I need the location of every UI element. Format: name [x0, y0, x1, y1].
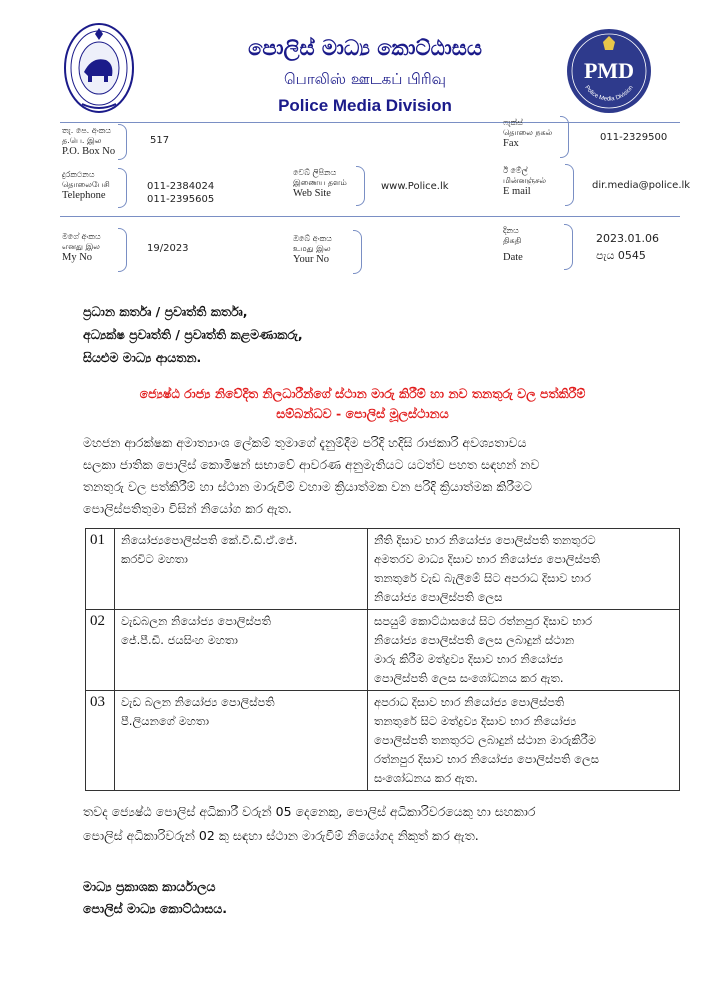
- row-number: 03: [86, 691, 115, 791]
- row-number: 01: [86, 529, 115, 610]
- police-emblem-logo: [62, 20, 136, 116]
- email-value: dir.media@police.lk: [592, 180, 691, 191]
- pobox-label: තැ. පෙ. අංකය த.பெ. இல P.O. Box No: [62, 126, 116, 157]
- officer-name: වැඩබලන නියෝජ්‍ය පොලිස්පති ජේ.පී.ඩී. ජයසිංහ මහතා: [115, 610, 368, 691]
- date-brace: [564, 224, 573, 270]
- subject-line: ජ්‍යෙෂ්ඨ රාජ්‍ය නිවේදිත නිලධාරීන්ගේ ස්ථාන මාරු කිරීම් හා නව තනතුරු වල පත්කිරීම්: [139, 386, 586, 401]
- pmd-logo-ring-text: Police Media Division: [583, 84, 635, 103]
- yourno-label: ඔබේ අංකය உமது இல Your No: [293, 234, 332, 265]
- officer-name: නියෝජ්‍යපොලිස්පති කේ.වී.ඩී.ඒ.ජේ. කරවිට මහතා: [115, 529, 368, 610]
- website-value: www.Police.lk: [381, 181, 449, 192]
- row-number: 02: [86, 610, 115, 691]
- officer-name: වැඩ බලන නියෝජ්‍ය පොලිස්පති පී.ලියනගේ මහතා: [115, 691, 368, 791]
- signature-line: මාධ්‍ය ප්‍රකාශක කාර්යාලය: [83, 879, 216, 894]
- recipients: [83, 300, 643, 369]
- title-english: Police Media Division: [278, 96, 452, 115]
- intro-paragraph: මහජන ආරක්ෂක අමාත්‍යාංශ ලේකම් තුමාගේ දැනුම්දීම පරිදි හදිසි රාජකාරි අවශ්‍යතාවය සලකා ජාතික පොලිස් කොමිෂන් සභාවේ ආවරණ අනුමැතියට යටත්ව පහත සඳහන් නව තනතුරු වල පත්කිරීම් හා ස්ථාන මාරුවීම් වහාම ක්‍රියාත්මක වන පරිදි ක්‍රියාත්මක කිරීමට පොලිස්පතිතුමා විසින් නියෝග කර ඇත.: [83, 435, 540, 516]
- time-value: පැය 0545: [596, 249, 646, 262]
- subject: [75, 384, 650, 424]
- pobox-brace: [118, 124, 127, 160]
- myno-value: 19/2023: [147, 243, 189, 254]
- telephone-value-2: 011-2395605: [147, 194, 215, 205]
- transfer-detail: සපයුම් කොට්ඨාසයේ සිට රත්නපුර දිසාව භාර නියෝජ්‍ය පොලිස්පති ලෙස ලබාදුන් ස්ථාන මාරු කිරීම මත්ද්‍රව්‍ය දිසාව භාර නියෝජ්‍ය පොලිස්පති ලෙස සංශෝධනය කර ඇත.: [368, 610, 680, 691]
- table-row: [86, 691, 680, 791]
- pmd-logo-text: PMD: [583, 58, 635, 83]
- telephone-brace: [118, 168, 127, 208]
- closing-paragraph: තවද ජ්‍යෙෂ්ඨ පොලිස් අධිකාරී වරුන් 05 දෙනෙකු, පොලිස් අධිකාරිවරයෙකු හා සහකාර පොලිස් අධිකාරිවරුන් 02 කු සඳහා ස්ථාන මාරුවීම් නියෝගද නිකුත් කර ඇත.: [83, 804, 536, 843]
- pobox-value: 517: [150, 135, 170, 146]
- signature-line: පොලිස් මාධ්‍ය කොට්ඨාසය.: [83, 901, 227, 916]
- telephone-value-1: 011-2384024: [147, 181, 215, 192]
- transfer-detail: අපරාධ දිසාව භාර නියෝජ්‍ය පොලිස්පති තනතුරේ සිට මත්ද්‍රව්‍ය දිසාව භාර නියෝජ්‍ය පොලිස්පති තනතුරට ලබාදුන් ස්ථාන මාරුකිරීම රත්නපුර දිසාව භාර නියෝජ්‍ය පොලිස්පති ලෙස සංශෝධනය කර ඇත.: [368, 691, 680, 791]
- table-row: [86, 529, 680, 610]
- date-label: දිනය திகதி Date: [503, 226, 523, 263]
- recipient-line: අධ්‍යක්ෂ ප්‍රවෘත්ති / ප්‍රවෘත්ති කළමණාකරු,: [83, 327, 303, 342]
- subject-line: සම්බන්ධව - පොලිස් මූලස්ථානය: [276, 406, 449, 421]
- pmd-logo: [566, 28, 652, 114]
- divider-line: [60, 122, 680, 123]
- email-label: ඊ මේල් மின்னஞ்சல் E mail: [503, 166, 547, 197]
- title-tamil: பொலிஸ் ஊடகப் பிரிவு: [283, 70, 446, 88]
- signature-block: [83, 876, 483, 920]
- email-brace: [565, 164, 574, 206]
- divider-line: [60, 216, 680, 217]
- yourno-brace: [353, 230, 362, 274]
- title-sinhala: පොලිස් මාධ්‍ය කොට්ඨාසය: [248, 36, 482, 60]
- transfers-table: [85, 528, 680, 791]
- recipient-line: සියළුම මාධ්‍ය ආයතන.: [83, 350, 202, 365]
- telephone-label: දුරකථනය தொலைபேசி Telephone: [62, 170, 110, 201]
- transfer-detail: නීති දිසාව භාර නියෝජ්‍ය පොලිස්පති තනතුරට අමතරව මාධ්‍ය දිසාව භාර නියෝජ්‍ය පොලිස්පති තනතුරේ වැඩ බැලීමේ සිට අපරාධ දිසාව භාර නියෝජ්‍ය පොලිස්පති ලෙස: [368, 529, 680, 610]
- date-value: 2023.01.06: [596, 232, 659, 245]
- recipient-line: ප්‍රධාන කර්තෘ / ප්‍රවෘත්ති කර්තෘ,: [83, 304, 248, 319]
- fax-label: ෆැක්ස් தொலை நகல் Fax: [503, 118, 553, 149]
- website-brace: [356, 166, 365, 206]
- myno-brace: [118, 228, 127, 272]
- fax-brace: [560, 116, 569, 158]
- website-label: වෙබ් ලිපිනය இணைய தளம் Web Site: [293, 168, 347, 199]
- table-row: [86, 610, 680, 691]
- myno-label: මගේ අංකය எனது இல My No: [62, 232, 101, 263]
- fax-value: 011-2329500: [600, 132, 668, 143]
